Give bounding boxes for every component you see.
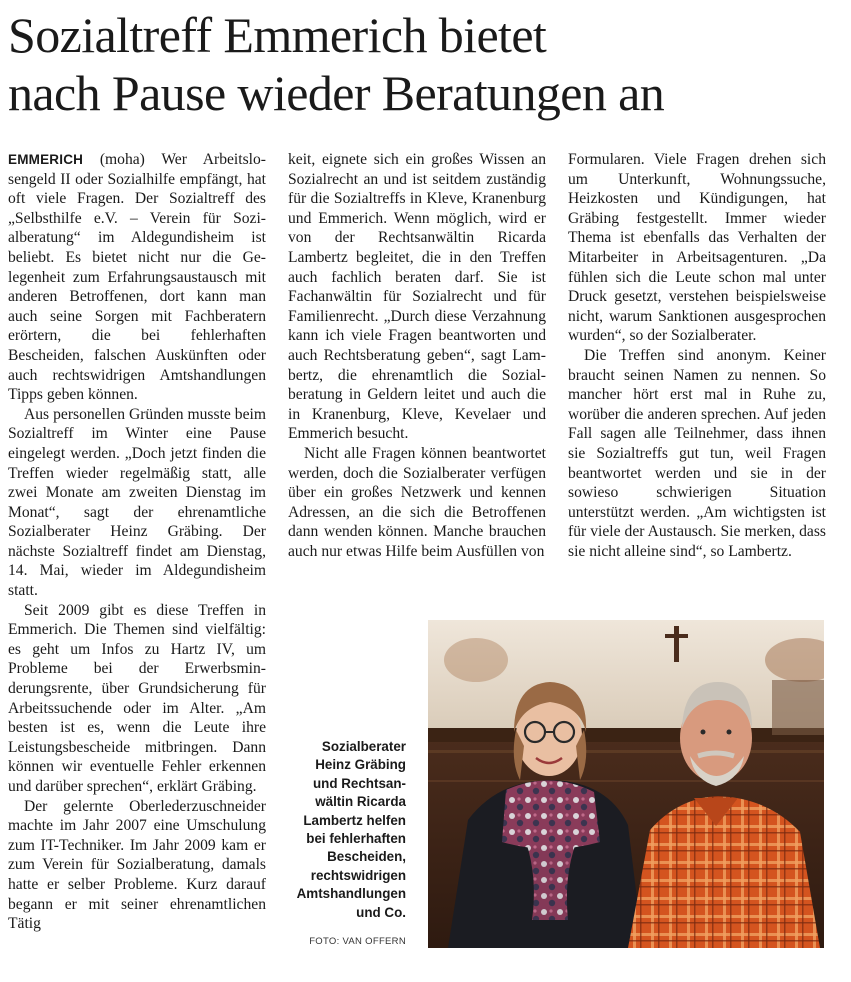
headline-line-1: Sozialtreff Emmerich bietet [8,7,547,63]
paragraph-text: (moha) Wer Arbeitslosengeld II oder Sozialhilfe empfängt, hat oft viele Fragen. Der Sozialtreff des „Selbsthilfe e.V. – Verein für Sozialberatung“ im Aldegundisheim ist beliebt. Es bietet nicht nur die Gelegenheit zum Erfahrungsaustausch mit anderen Betroffenen, dort kann man auch seine Sorgen mit Fachberatern erörtern, die bei fehlerhaften Bescheiden, falschen Auskünften oder auch rechtswidrigen Amtshandlungen Tipps geben können. [8,151,266,404]
dateline: EMMERICH [8,152,84,167]
article-column-3 [568,150,826,561]
article-paragraph: keit, eignete sich ein großes Wissen an Sozialrecht an und ist seitdem zuständig für die Sozialtreffs in Kleve, Kranenburg und Emmerich. Wenn möglich, wird er von der Rechtsanwältin Ricarda Lambertz begleitet, die in den Treffen auch fachlich beraten darf. Sie ist Fachanwältin für Sozialrecht und für Familienrecht. „Durch diese Verzahnung kann ich viele Fragen beantworten und auch Rechtsberatung geben“, sagt Lambertz, die ehrenamtlich die Sozialberatung in Geldern leitet und auch die in Kranenburg, Kleve, Kevelaer und Emmerich besucht. [288,151,546,443]
article-column-2 [288,150,546,561]
article-paragraph: Die Treffen sind anonym. Keiner braucht seinen Namen zu nennen. So mancher hört erst mal in Ruhe zu, worüber die anderen sprechen. Auf jeden Fall sagen alle Teilnehmer, dass ihnen sie Sozialtreffs gut tun, weil Fragen beantwortet werden und sie in der sowieso schwierigen Situation unterstützt werden. „Am wichtigsten ist für viele der Austausch. Sie merken, dass sie nicht alleine sind“, so Lambertz. [568,346,826,560]
headline [8,6,848,122]
photo-credit: FOTO: VAN OFFERN [309,936,406,947]
photo-illustration [428,620,824,948]
article-photo [428,620,824,948]
article-paragraph: Seit 2009 gibt es diese Treffen in Emmerich. Die Themen sind vielfältig: es geht um Infos zu Hartz IV, um Probleme bei der Erwerbsminderungsrente, über Grundsicherung für Arbeitssuchende oder im Alter. „Am besten ist es, wenn die Leute ihre Leistungsbescheide mitbringen. Dann können wir eventuelle Fehler erkennen und darüber sprechen“, erklärt Gräbing. [8,601,266,795]
article-paragraph: Nicht alle Fragen können beantwortet werden, doch die Sozialberater verfügen über ein großes Netzwerk und kennen Adressen, an die sich die Betroffenen dann wenden können. Manche brauchen auch nur etwas Hilfe beim Ausfüllen von [288,444,546,560]
headline-line-2: nach Pause wieder Beratungen an [8,65,665,121]
photo-caption: Sozialberater Heinz Gräbing und Rechtsanwältin Ricarda Lambertz helfen bei fehlerhaften Bescheiden, rechtswidrigen Amtshandlungen und Co. [296,739,406,920]
article-column-1 [8,150,266,934]
article-paragraph: Formularen. Viele Fragen drehen sich um Unterkunft, Wohnungssuche, Heizkosten und Kündigungen, hat Gräbing festgestellt. Immer wieder Thema ist ebenfalls das Verhalten der Mitarbeiter in Arbeitsagenturen. „Da fühlen sich die Leute schon mal unter Druck gesetzt, verstehen beispielsweise nicht, warum Sanktionen ausgesprochen wurden“, so der Sozialberater. [568,151,826,345]
article-paragraph: Der gelernte Oberlederzuschneider machte im Jahr 2007 eine Umschulung zum IT-Techniker. Im Jahr 2009 kam er zum Verein für Sozialberatung, damals hatte er selber Probleme. Kurz darauf begann er mit seiner ehrenamtlichen Tätig [8,797,266,933]
article-paragraph [8,150,266,405]
article-paragraph: Aus personellen Gründen musste beim Sozialtreff im Winter eine Pause eingelegt werden. „Doch jetzt finden die Treffen wieder regelmäßig statt, alle zwei Monate am zweiten Dienstag im Monat“, sagt der ehrenamtliche Sozialberater Heinz Gräbing. Der nächste Sozialtreff findet am Dienstag, 14. Mai, wieder im Aldegundisheim statt. [8,405,266,600]
